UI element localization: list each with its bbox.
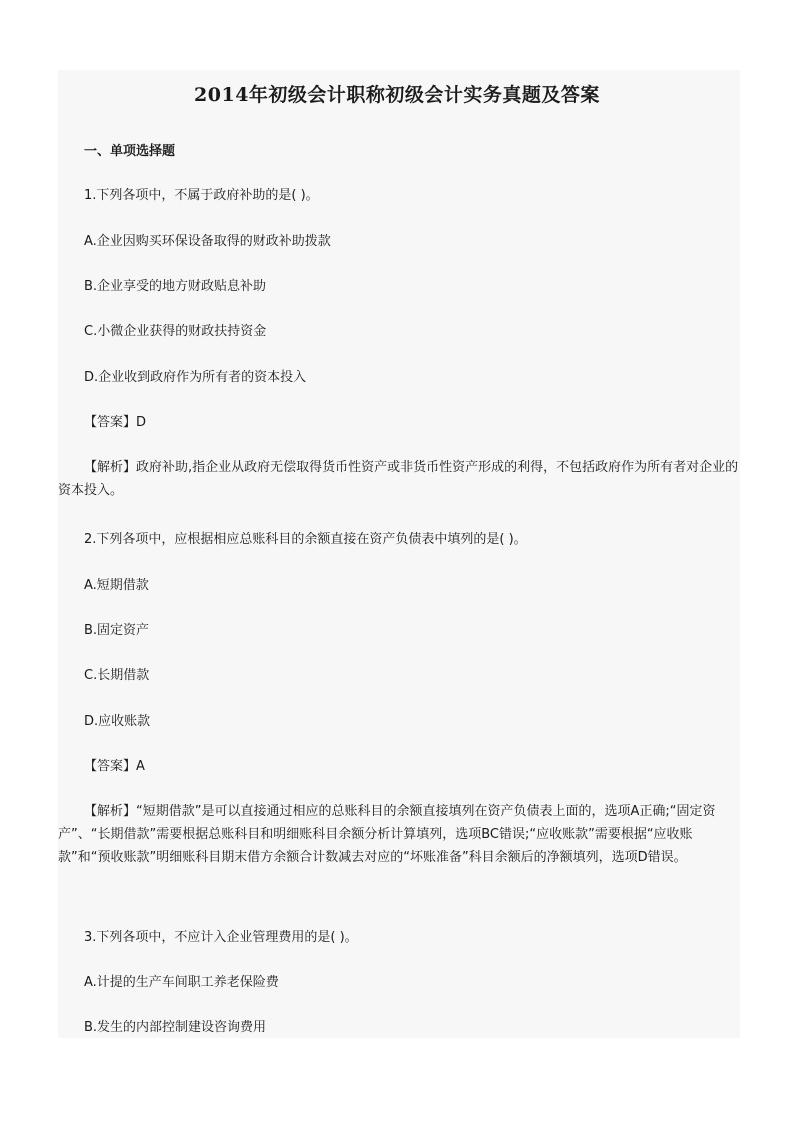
question-1-analysis: 【解析】政府补助,指企业从政府无偿取得货币性资产或非货币性资产形成的利得，不包括政府作为所有者对企业的资本投入。 <box>58 460 739 498</box>
question-1-option-c: C.小微企业获得的财政扶持资金 <box>84 324 267 339</box>
question-1-option-d: D.企业收到政府作为所有者的资本投入 <box>84 370 307 385</box>
question-2-option-d: D.应收账款 <box>84 714 151 729</box>
question-3-stem: 3.下列各项中，不应计入企业管理费用的是( )。 <box>84 930 358 945</box>
question-1-option-b: B.企业享受的地方财政贴息补助 <box>84 279 267 294</box>
question-2-analysis: 【解析】“短期借款”是可以直接通过相应的总账科目的余额直接填列在资产负债表上面的，选项A正确;“固定资产”、“长期借款”需要根据总账科目和明细账科目余额分析计算填列，选项BC错误;“应收账款”需要根据“应收账款”和“预收账款”明细账科目期末借方余额合计数减去对应的“坏账准备”科目余额后的净额填列，选项D错误。 <box>58 804 716 865</box>
page-sheet <box>58 70 740 1038</box>
question-1-stem: 1.下列各项中，不属于政府补助的是( )。 <box>84 188 319 203</box>
question-1-answer: 【答案】D <box>84 415 147 430</box>
question-2-option-a: A.短期借款 <box>84 578 149 593</box>
question-3-option-a: A.计提的生产车间职工养老保险费 <box>84 975 279 990</box>
question-2-stem: 2.下列各项中，应根据相应总账科目的余额直接在资产负债表中填列的是( )。 <box>84 532 527 547</box>
page-title: 2014年初级会计职称初级会计实务真题及答案 <box>194 84 600 106</box>
question-2-option-c: C.长期借款 <box>84 668 150 683</box>
question-3-option-b: B.发生的内部控制建设咨询费用 <box>84 1020 267 1035</box>
question-2-option-b: B.固定资产 <box>84 623 150 638</box>
question-1-option-a: A.企业因购买环保设备取得的财政补助拨款 <box>84 234 331 249</box>
question-2-answer: 【答案】A <box>84 759 145 774</box>
section-heading: 一、单项选择题 <box>84 144 176 159</box>
